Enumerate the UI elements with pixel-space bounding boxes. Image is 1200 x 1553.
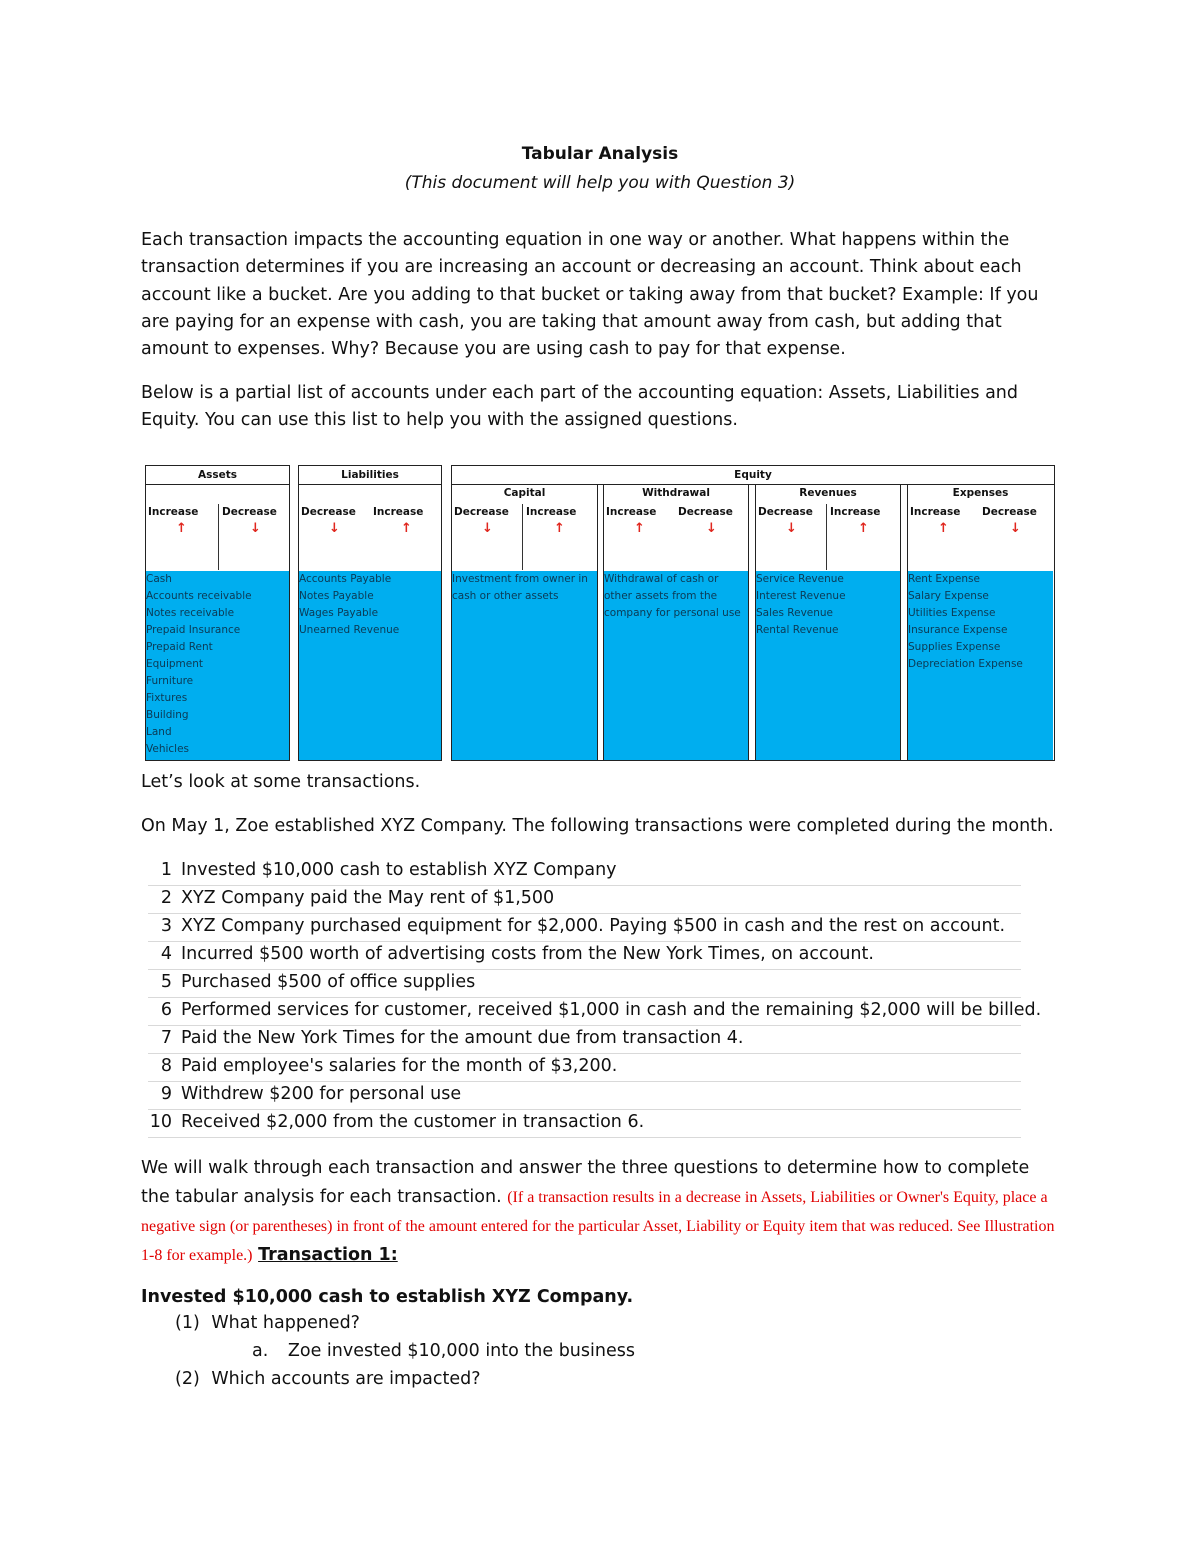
revenues-decrease-label: Decrease: [758, 506, 813, 518]
transaction-number: 3: [160, 916, 172, 936]
withdrawal-increase-label: Increase: [606, 506, 657, 518]
list-item: company for personal use: [604, 607, 741, 619]
transaction-1-heading: Transaction 1:: [258, 1245, 398, 1265]
liabilities-decrease-label: Decrease: [301, 506, 356, 518]
up-arrow-icon: ↑: [176, 521, 187, 536]
capital-increase-label: Increase: [526, 506, 577, 518]
expenses-decrease-label: Decrease: [982, 506, 1037, 518]
up-arrow-icon: ↑: [554, 521, 565, 536]
answer-1a: [252, 1341, 635, 1361]
list-item: Unearned Revenue: [299, 624, 400, 636]
list-item: Wages Payable: [299, 607, 379, 619]
capital-header: Capital: [503, 487, 546, 499]
list-item: Withdrawal of cash or: [604, 573, 719, 585]
table-row: [148, 1025, 1021, 1054]
table-row: [148, 1109, 1021, 1138]
transaction-text: Received $2,000 from the customer in transaction 6.: [181, 1112, 645, 1132]
list-item: Prepaid Insurance: [146, 624, 241, 636]
may-intro-text: On May 1, Zoe established XYZ Company. The following transactions were completed during the month.: [141, 816, 1054, 836]
revenues-column: [755, 484, 901, 760]
liabilities-header: Liabilities: [299, 466, 441, 485]
question-2-number: (2): [175, 1369, 200, 1389]
table-row: [148, 1081, 1021, 1110]
expenses-header: Expenses: [952, 487, 1009, 499]
lets-look-text: Let’s look at some transactions.: [141, 772, 421, 792]
revenues-header: Revenues: [799, 487, 857, 499]
list-item: Furniture: [146, 675, 194, 687]
transaction-number: 7: [160, 1028, 172, 1048]
question-2-text: Which accounts are impacted?: [211, 1369, 481, 1389]
table-row: [148, 1053, 1021, 1082]
capital-list: [452, 571, 597, 760]
assets-increase-label: Increase: [148, 506, 199, 518]
transaction-text: XYZ Company paid the May rent of $1,500: [181, 888, 555, 908]
document-subtitle: (This document will help you with Question 3): [404, 173, 796, 193]
transaction-text: XYZ Company purchased equipment for $2,000. Paying $500 in cash and the rest on account.: [181, 916, 1006, 936]
withdrawal-column: [603, 484, 749, 760]
liabilities-list: [299, 571, 441, 760]
equity-box: [451, 465, 1055, 761]
transaction-text: Invested $10,000 cash to establish XYZ Company: [181, 860, 617, 880]
withdrawal-header: Withdrawal: [642, 487, 710, 499]
table-row: [148, 885, 1021, 914]
transaction-1-title: Invested $10,000 cash to establish XYZ Company.: [141, 1287, 634, 1307]
list-item: Insurance Expense: [908, 624, 1008, 636]
revenues-list: [756, 571, 900, 760]
withdrawal-list: [604, 571, 748, 760]
list-item: Cash: [146, 573, 172, 585]
withdrawal-decrease-label: Decrease: [678, 506, 733, 518]
capital-column: [452, 484, 598, 760]
question-1-number: (1): [175, 1313, 200, 1333]
transaction-text: Withdrew $200 for personal use: [181, 1084, 462, 1104]
list-item: Interest Revenue: [756, 590, 846, 602]
intro-paragraph-1: Each transaction impacts the accounting equation in one way or another. What happens within the transaction determines if you are increasing an account or decreasing an account. Think about each account like a bucket. Are you adding to that bucket or taking away from that bucket? Example: If you are paying for an expense with cash, you are taking that amount away from cash, but adding that amount to expenses. Why? Because you are using cash to pay for that expense.: [141, 230, 1039, 360]
down-arrow-icon: ↓: [706, 521, 717, 536]
list-item: Accounts receivable: [146, 590, 252, 602]
assets-decrease-label: Decrease: [222, 506, 277, 518]
list-item: Utilities Expense: [908, 607, 996, 619]
list-item: Prepaid Rent: [146, 641, 213, 653]
walkthrough-paragraph: [141, 1154, 1061, 1270]
intro-paragraph-2: Below is a partial list of accounts under each part of the accounting equation: Assets, Liabilities and Equity. You can use this list to help you with the assigned questions.: [141, 383, 1018, 431]
list-item: Notes receivable: [146, 607, 235, 619]
assets-header: Assets: [146, 466, 289, 485]
up-arrow-icon: ↑: [634, 521, 645, 536]
answer-1a-text: Zoe invested $10,000 into the business: [287, 1341, 635, 1361]
t-account-divider: [218, 504, 219, 570]
list-item: Notes Payable: [299, 590, 374, 602]
list-item: Rental Revenue: [756, 624, 839, 636]
up-arrow-icon: ↑: [401, 521, 412, 536]
list-item: Land: [146, 726, 172, 738]
transaction-number: 8: [160, 1056, 172, 1076]
revenues-increase-label: Increase: [830, 506, 881, 518]
down-arrow-icon: ↓: [329, 521, 340, 536]
table-row: [148, 857, 1021, 886]
up-arrow-icon: ↑: [858, 521, 869, 536]
expenses-column: [907, 484, 1053, 760]
down-arrow-icon: ↓: [250, 521, 261, 536]
transaction-number: 5: [160, 972, 172, 992]
assets-list: [146, 571, 289, 760]
list-item: Fixtures: [146, 692, 188, 704]
list-item: Equipment: [146, 658, 203, 670]
list-item: Accounts Payable: [299, 573, 392, 585]
list-item: Building: [146, 709, 189, 721]
walkthrough-lead: We will walk through each transaction and answer the three questions to determine how to complete the tabular analysis for each transaction.: [141, 1158, 1030, 1207]
liabilities-increase-label: Increase: [373, 506, 424, 518]
transaction-text: Paid employee's salaries for the month of $3,200.: [181, 1056, 618, 1076]
table-row: [148, 941, 1021, 970]
expenses-list: [908, 571, 1053, 760]
transaction-text: Purchased $500 of office supplies: [181, 972, 476, 992]
list-item: Sales Revenue: [756, 607, 834, 619]
list-item: other assets from the: [604, 590, 718, 602]
table-row: [148, 913, 1021, 942]
list-item: Supplies Expense: [908, 641, 1001, 653]
capital-decrease-label: Decrease: [454, 506, 509, 518]
transaction-number: 2: [160, 888, 172, 908]
transaction-text: Performed services for customer, received $1,000 in cash and the remaining $2,000 will be billed.: [181, 1000, 1042, 1020]
answer-1a-letter: a.: [252, 1341, 269, 1361]
down-arrow-icon: ↓: [1010, 521, 1021, 536]
transaction-number: 4: [160, 944, 172, 964]
question-1: [175, 1313, 360, 1333]
walkthrough-note: (If a transaction results in a decrease in Assets, Liabilities or Owner's Equity, place a negative sign (or parentheses) in front of the amount entered for the particular Asset, Liability or Equity item that was reduced. See Illustration 1-8 for example.): [141, 1189, 1055, 1264]
list-item: Vehicles: [146, 743, 190, 755]
down-arrow-icon: ↓: [482, 521, 493, 536]
table-row: [148, 997, 1042, 1026]
transaction-number: 9: [160, 1084, 172, 1104]
question-2: [175, 1369, 481, 1389]
list-item: Investment from owner in: [452, 573, 588, 585]
expenses-increase-label: Increase: [910, 506, 961, 518]
liabilities-box: [298, 465, 442, 761]
transaction-number: 6: [160, 1000, 172, 1020]
list-item: Rent Expense: [908, 573, 980, 585]
transaction-text: Incurred $500 worth of advertising costs from the New York Times, on account.: [181, 944, 874, 964]
transaction-number: 1: [160, 860, 172, 880]
list-item: Service Revenue: [756, 573, 844, 585]
t-account-divider: [522, 504, 523, 570]
transaction-number: 10: [149, 1112, 172, 1132]
assets-box: [145, 465, 290, 761]
list-item: Depreciation Expense: [908, 658, 1023, 670]
up-arrow-icon: ↑: [938, 521, 949, 536]
list-item: Salary Expense: [908, 590, 989, 602]
equity-header: Equity: [452, 466, 1054, 485]
transaction-text: Paid the New York Times for the amount due from transaction 4.: [181, 1028, 744, 1048]
document-title: Tabular Analysis: [521, 144, 679, 164]
down-arrow-icon: ↓: [786, 521, 797, 536]
question-1-text: What happened?: [211, 1313, 360, 1333]
list-item: cash or other assets: [452, 590, 559, 602]
t-account-divider: [826, 504, 827, 570]
table-row: [148, 969, 1021, 998]
